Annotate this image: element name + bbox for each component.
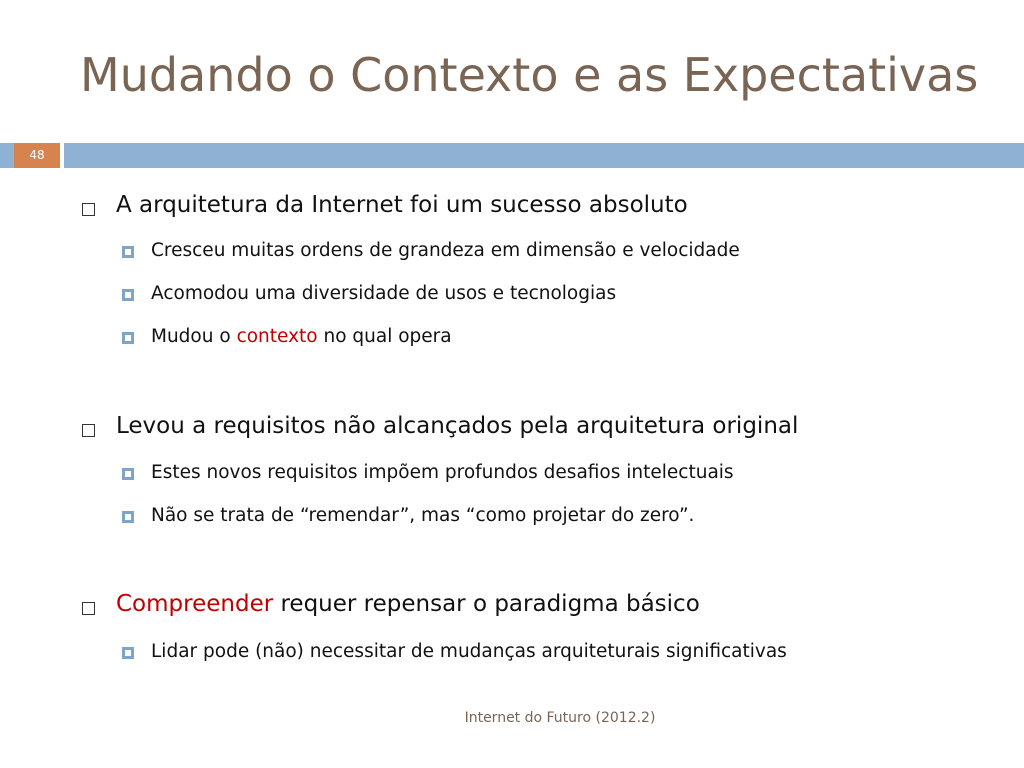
- sub-bullet-2-2: Não se trata de “remendar”, mas “como projetar do zero”.: [151, 505, 695, 526]
- sub-bullet-1-2: Acomodou uma diversidade de usos e tecnologias: [151, 283, 617, 304]
- square-bullet-icon: [122, 511, 134, 523]
- sub-bullet-3-1: Lidar pode (não) necessitar de mudanças arquiteturais significativas: [151, 641, 787, 662]
- square-bullet-icon: [122, 246, 134, 258]
- square-bullet-icon: [122, 468, 134, 480]
- slide-footer: Internet do Futuro (2012.2): [464, 710, 656, 726]
- sub-bullet-1-3: [151, 326, 452, 347]
- highlight-contexto: contexto: [236, 326, 318, 347]
- bullet-1: A arquitetura da Internet foi um sucesso absoluto: [116, 192, 688, 218]
- sub-bullet-1-1: Cresceu muitas ordens de grandeza em dimensão e velocidade: [151, 240, 740, 261]
- slide-title: Mudando o Contexto e as Expectativas: [80, 48, 979, 102]
- bullet-3-rest: requer repensar o paradigma básico: [273, 591, 700, 617]
- sub-bullet-2-1: Estes novos requisitos impõem profundos desafios intelectuais: [151, 462, 734, 483]
- sub-bullet-1-3-post: no qual opera: [317, 326, 452, 347]
- bullet-2: Levou a requisitos não alcançados pela arquitetura original: [116, 413, 799, 439]
- square-bullet-icon: [122, 289, 134, 301]
- hollow-square-bullet-icon: [82, 203, 95, 216]
- header-band: [64, 143, 1024, 168]
- header-band-left: [0, 143, 14, 168]
- hollow-square-bullet-icon: [82, 602, 95, 615]
- page-number: 48: [14, 143, 60, 168]
- bullet-3: [116, 591, 700, 617]
- square-bullet-icon: [122, 332, 134, 344]
- highlight-compreender: Compreender: [116, 591, 274, 617]
- hollow-square-bullet-icon: [82, 424, 95, 437]
- sub-bullet-1-3-pre: Mudou o: [151, 326, 237, 347]
- square-bullet-icon: [122, 647, 134, 659]
